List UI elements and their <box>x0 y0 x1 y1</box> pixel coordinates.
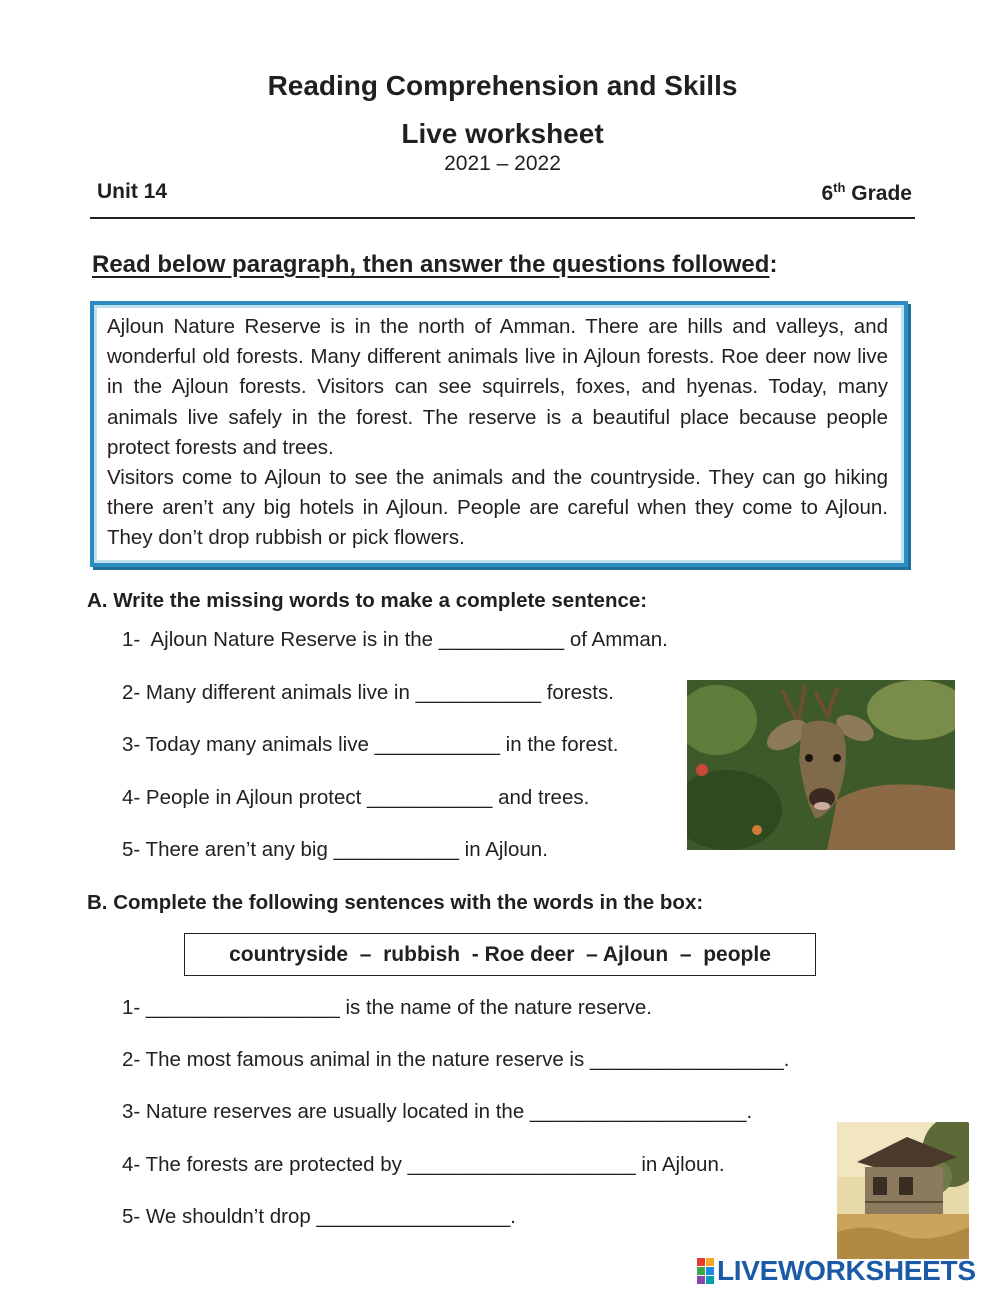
instruction-text: Read below paragraph, then answer the questions followed <box>92 251 770 278</box>
section-b-question-1: 1- _________________ is the name of the nature reserve. <box>122 996 652 1019</box>
logo-icon <box>697 1258 714 1284</box>
deer-photo <box>687 680 955 850</box>
section-a-question-2: 2- Many different animals live in ___________ forests. <box>122 681 614 704</box>
header-divider <box>90 217 915 219</box>
section-b-question-2: 2- The most famous animal in the nature reserve is _________________. <box>122 1048 790 1071</box>
instruction-colon: : <box>769 251 778 278</box>
paragraph-1: Ajloun Nature Reserve is in the north of Amman. There are hills and valleys, and wonderful old forests. Many different animals live in Ajloun forests. Roe deer now live in the Ajloun forests. Visitors can see squirrels, foxes, and hyenas. Today, many animals live safely in the forest. The reserve is a beautiful place because people protect forests and trees. <box>107 315 888 459</box>
section-b-question-5: 5- We shouldn’t drop _________________. <box>122 1205 516 1228</box>
reading-paragraph <box>107 312 888 554</box>
paragraph-2: Visitors come to Ajloun to see the animals and the countryside. They can go hiking there aren’t any big hotels in Ajloun. People are careful when they come to Ajloun. They don’t drop rubbish or pick flowers. <box>107 466 888 550</box>
word-bank-box: countryside – rubbish - Roe deer – Ajloun – people <box>184 933 816 976</box>
section-a-question-3: 3- Today many animals live ___________ in the forest. <box>122 733 619 756</box>
logo-text: LIVEWORKSHEETS <box>717 1255 976 1286</box>
grade-label <box>821 180 912 206</box>
grade-number: 6 <box>821 182 834 205</box>
liveworksheets-logo <box>697 1257 976 1285</box>
school-year: 2021 – 2022 <box>444 152 561 175</box>
section-a-question-4: 4- People in Ajloun protect ___________ and trees. <box>122 786 590 809</box>
section-b-question-4: 4- The forests are protected by ____________________ in Ajloun. <box>122 1153 725 1176</box>
section-a-question-5: 5- There aren’t any big ___________ in Ajloun. <box>122 838 548 861</box>
grade-word: Grade <box>851 182 912 205</box>
section-a-heading: A. Write the missing words to make a complete sentence: <box>87 589 648 612</box>
section-a-question-1: 1- Ajloun Nature Reserve is in the ___________ of Amman. <box>122 628 668 651</box>
worksheet-subtitle: Live worksheet <box>401 118 604 149</box>
worksheet-title: Reading Comprehension and Skills <box>267 70 738 101</box>
unit-label: Unit 14 <box>97 180 168 203</box>
grade-suffix: th <box>833 180 846 195</box>
section-b-heading: B. Complete the following sentences with the words in the box: <box>87 891 704 914</box>
reading-instruction <box>92 251 777 279</box>
section-b-question-3: 3- Nature reserves are usually located in the ___________________. <box>122 1100 753 1123</box>
cabin-photo <box>837 1122 969 1259</box>
